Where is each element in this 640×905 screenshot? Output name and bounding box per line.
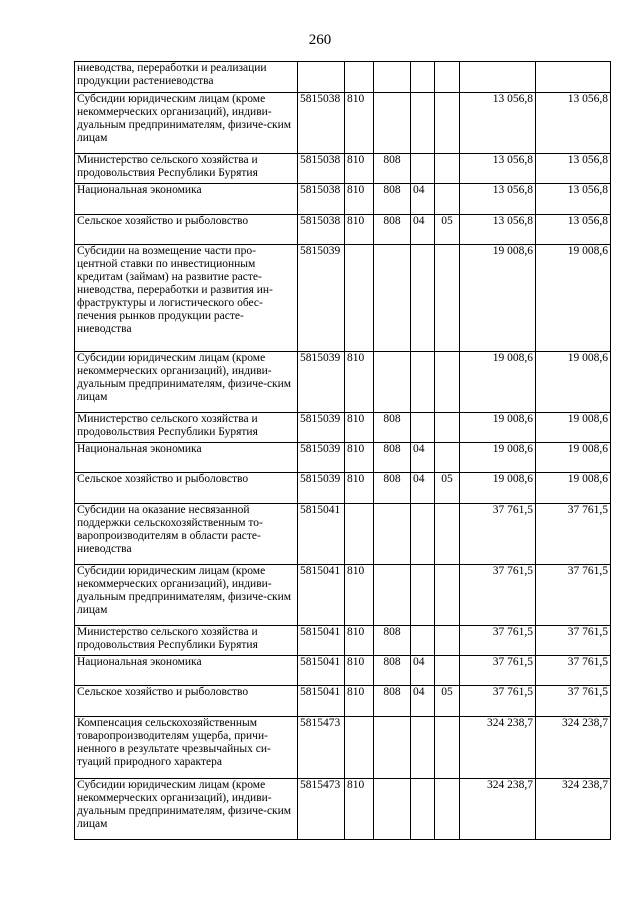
amount-cell: 13 056,8 [536, 93, 611, 154]
table-row [75, 215, 611, 245]
amount-cell: 37 761,5 [460, 565, 536, 626]
target-code-cell: 5815038 [298, 93, 345, 154]
amount-cell: 19 008,6 [536, 245, 611, 352]
subsection-code-cell [435, 656, 460, 686]
section-code-cell [411, 93, 435, 154]
expense-type-cell: 810 [345, 413, 374, 443]
table-row [75, 779, 611, 840]
expense-type-cell [345, 717, 374, 779]
row-name-cell: Сельское хозяйство и рыболовство [75, 686, 298, 717]
amount-cell: 19 008,6 [460, 245, 536, 352]
row-name-cell: ниеводства, переработки и реализации продукции растениеводства [75, 62, 298, 93]
administrator-code-cell: 808 [374, 443, 411, 473]
amount-cell: 37 761,5 [460, 686, 536, 717]
target-code-cell: 5815039 [298, 473, 345, 504]
row-name-cell: Сельское хозяйство и рыболовство [75, 215, 298, 245]
target-code-cell: 5815041 [298, 656, 345, 686]
subsection-code-cell [435, 504, 460, 565]
section-code-cell [411, 504, 435, 565]
expense-type-cell: 810 [345, 626, 374, 656]
administrator-code-cell: 808 [374, 686, 411, 717]
section-code-cell: 04 [411, 443, 435, 473]
row-name-cell: Министерство сельского хозяйства и продовольствия Республики Бурятия [75, 413, 298, 443]
table-row [75, 413, 611, 443]
table-row [75, 93, 611, 154]
amount-cell: 37 761,5 [536, 686, 611, 717]
amount-cell: 19 008,6 [460, 473, 536, 504]
amount-cell: 324 238,7 [536, 779, 611, 840]
section-code-cell [411, 245, 435, 352]
amount-cell: 19 008,6 [536, 443, 611, 473]
table-row [75, 184, 611, 215]
subsection-code-cell: 05 [435, 686, 460, 717]
amount-cell: 37 761,5 [536, 656, 611, 686]
amount-cell: 13 056,8 [536, 154, 611, 184]
row-name-cell: Компенсация сельскохозяйственным товаропроизводителям ущерба, причи-ненного в результате чрезвычайных си-туаций природного характера [75, 717, 298, 779]
subsection-code-cell: 05 [435, 473, 460, 504]
budget-table [74, 61, 611, 840]
amount-cell: 19 008,6 [460, 413, 536, 443]
target-code-cell: 5815039 [298, 413, 345, 443]
subsection-code-cell [435, 565, 460, 626]
row-name-cell: Министерство сельского хозяйства и продовольствия Республики Бурятия [75, 154, 298, 184]
subsection-code-cell [435, 245, 460, 352]
table-row [75, 62, 611, 93]
amount-cell: 37 761,5 [536, 565, 611, 626]
target-code-cell: 5815039 [298, 245, 345, 352]
subsection-code-cell [435, 413, 460, 443]
row-name-cell: Национальная экономика [75, 443, 298, 473]
row-name-cell: Субсидии на оказание несвязанной поддержки сельскохозяйственным то-варопроизводителям в области расте-ниеводства [75, 504, 298, 565]
expense-type-cell [345, 245, 374, 352]
page-number: 260 [308, 32, 332, 48]
administrator-code-cell [374, 352, 411, 413]
amount-cell [460, 62, 536, 93]
row-name-cell: Субсидии юридическим лицам (кроме некоммерческих организаций), индиви-дуальным предпринимателям, физиче-ским лицам [75, 779, 298, 840]
amount-cell: 19 008,6 [536, 413, 611, 443]
amount-cell: 37 761,5 [536, 626, 611, 656]
target-code-cell [298, 62, 345, 93]
target-code-cell: 5815041 [298, 504, 345, 565]
amount-cell: 19 008,6 [536, 473, 611, 504]
table-row [75, 626, 611, 656]
table-row [75, 656, 611, 686]
table-row [75, 473, 611, 504]
administrator-code-cell: 808 [374, 656, 411, 686]
section-code-cell: 04 [411, 215, 435, 245]
amount-cell: 19 008,6 [536, 352, 611, 413]
section-code-cell [411, 62, 435, 93]
section-code-cell [411, 352, 435, 413]
administrator-code-cell [374, 93, 411, 154]
amount-cell: 13 056,8 [460, 154, 536, 184]
section-code-cell: 04 [411, 473, 435, 504]
expense-type-cell: 810 [345, 565, 374, 626]
table-row [75, 504, 611, 565]
table-row [75, 686, 611, 717]
administrator-code-cell [374, 245, 411, 352]
subsection-code-cell [435, 443, 460, 473]
row-name-cell: Министерство сельского хозяйства и продовольствия Республики Бурятия [75, 626, 298, 656]
expense-type-cell: 810 [345, 473, 374, 504]
row-name-cell: Национальная экономика [75, 184, 298, 215]
subsection-code-cell [435, 184, 460, 215]
target-code-cell: 5815038 [298, 154, 345, 184]
section-code-cell [411, 779, 435, 840]
subsection-code-cell [435, 717, 460, 779]
table-row [75, 154, 611, 184]
amount-cell: 324 238,7 [460, 717, 536, 779]
amount-cell: 13 056,8 [460, 93, 536, 154]
target-code-cell: 5815473 [298, 779, 345, 840]
administrator-code-cell [374, 62, 411, 93]
expense-type-cell: 810 [345, 352, 374, 413]
amount-cell: 37 761,5 [536, 504, 611, 565]
target-code-cell: 5815039 [298, 443, 345, 473]
section-code-cell [411, 413, 435, 443]
administrator-code-cell: 808 [374, 184, 411, 215]
section-code-cell [411, 154, 435, 184]
table-row [75, 717, 611, 779]
table-row [75, 443, 611, 473]
section-code-cell [411, 626, 435, 656]
section-code-cell: 04 [411, 686, 435, 717]
section-code-cell: 04 [411, 184, 435, 215]
amount-cell: 37 761,5 [460, 626, 536, 656]
administrator-code-cell [374, 565, 411, 626]
target-code-cell: 5815039 [298, 352, 345, 413]
amount-cell: 19 008,6 [460, 352, 536, 413]
amount-cell: 13 056,8 [460, 184, 536, 215]
administrator-code-cell [374, 717, 411, 779]
subsection-code-cell [435, 352, 460, 413]
administrator-code-cell [374, 504, 411, 565]
target-code-cell: 5815038 [298, 184, 345, 215]
section-code-cell [411, 565, 435, 626]
row-name-cell: Сельское хозяйство и рыболовство [75, 473, 298, 504]
table-row [75, 245, 611, 352]
administrator-code-cell: 808 [374, 215, 411, 245]
amount-cell: 324 238,7 [536, 717, 611, 779]
amount-cell: 37 761,5 [460, 656, 536, 686]
section-code-cell: 04 [411, 656, 435, 686]
subsection-code-cell [435, 154, 460, 184]
target-code-cell: 5815041 [298, 686, 345, 717]
amount-cell [536, 62, 611, 93]
subsection-code-cell [435, 93, 460, 154]
expense-type-cell: 810 [345, 686, 374, 717]
expense-type-cell: 810 [345, 656, 374, 686]
budget-table-body [75, 62, 611, 840]
expense-type-cell: 810 [345, 93, 374, 154]
subsection-code-cell: 05 [435, 215, 460, 245]
row-name-cell: Субсидии юридическим лицам (кроме некоммерческих организаций), индиви-дуальным предпринимателям, физиче-ским лицам [75, 565, 298, 626]
row-name-cell: Национальная экономика [75, 656, 298, 686]
table-row [75, 352, 611, 413]
table-row [75, 565, 611, 626]
expense-type-cell: 810 [345, 443, 374, 473]
amount-cell: 13 056,8 [536, 215, 611, 245]
row-name-cell: Субсидии юридическим лицам (кроме некоммерческих организаций), индиви-дуальным предпринимателям, физиче-ским лицам [75, 352, 298, 413]
target-code-cell: 5815041 [298, 626, 345, 656]
expense-type-cell: 810 [345, 184, 374, 215]
administrator-code-cell [374, 779, 411, 840]
administrator-code-cell: 808 [374, 626, 411, 656]
subsection-code-cell [435, 779, 460, 840]
target-code-cell: 5815473 [298, 717, 345, 779]
expense-type-cell: 810 [345, 154, 374, 184]
expense-type-cell: 810 [345, 215, 374, 245]
section-code-cell [411, 717, 435, 779]
amount-cell: 13 056,8 [536, 184, 611, 215]
amount-cell: 19 008,6 [460, 443, 536, 473]
expense-type-cell [345, 504, 374, 565]
amount-cell: 37 761,5 [460, 504, 536, 565]
target-code-cell: 5815041 [298, 565, 345, 626]
administrator-code-cell: 808 [374, 473, 411, 504]
row-name-cell: Субсидии юридическим лицам (кроме некоммерческих организаций), индиви-дуальным предпринимателям, физиче-ским лицам [75, 93, 298, 154]
administrator-code-cell: 808 [374, 413, 411, 443]
amount-cell: 324 238,7 [460, 779, 536, 840]
expense-type-cell [345, 62, 374, 93]
target-code-cell: 5815038 [298, 215, 345, 245]
administrator-code-cell: 808 [374, 154, 411, 184]
row-name-cell: Субсидии на возмещение части про-центной ставки по инвестиционным кредитам (займам) на развитие расте-ниеводства, переработки и развития ин-фраструктуры и логистического обес-печения рынков продукции расте-ниеводства [75, 245, 298, 352]
expense-type-cell: 810 [345, 779, 374, 840]
subsection-code-cell [435, 62, 460, 93]
amount-cell: 13 056,8 [460, 215, 536, 245]
subsection-code-cell [435, 626, 460, 656]
